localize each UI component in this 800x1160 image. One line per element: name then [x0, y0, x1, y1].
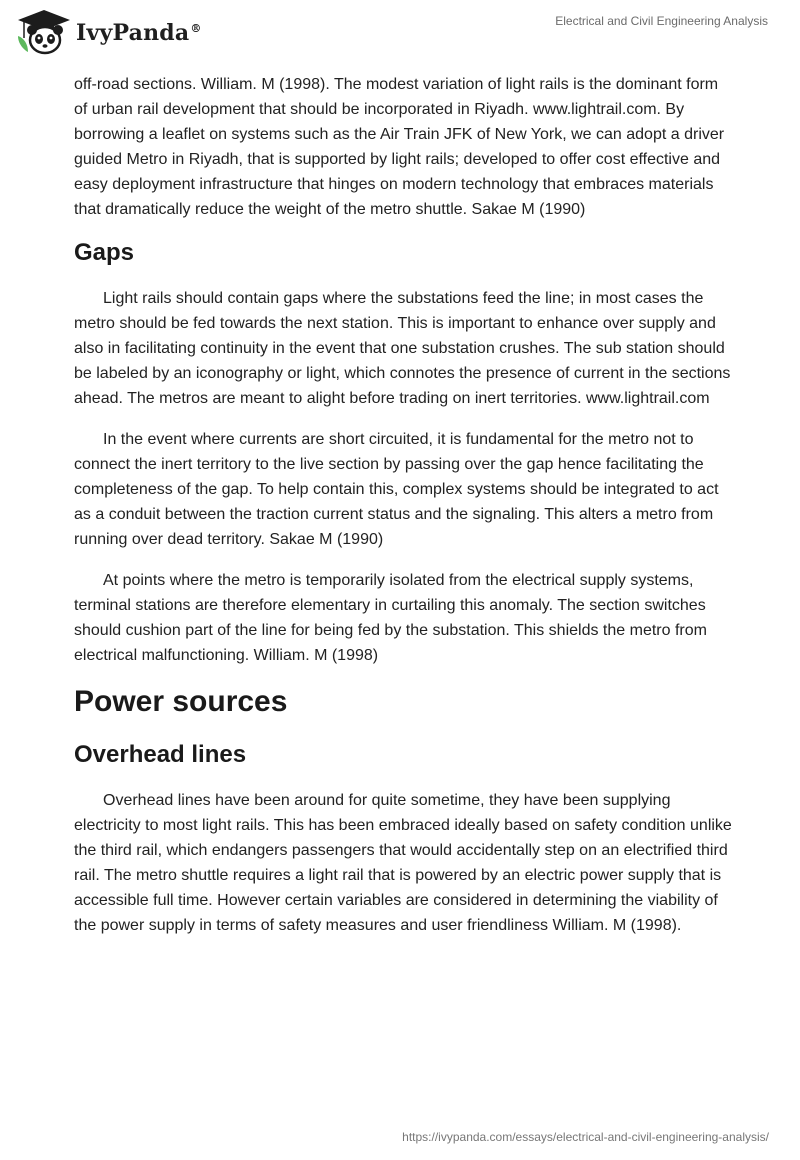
intro-paragraph: off-road sections. William. M (1998). The modest variation of light rails is the dominant form of urban rail development that should be incorporated in Riyadh. www.lightrail.com. By borrowing a leaflet on systems such as the Air Train JFK of New York, we can adopt a driver guided Metro in Riyadh, that is supported by light rails; developed to offer cost effective and easy deployment infrastructure that hinges on modern technology that embraces materials that dramatically reduce the weight of the metro shuttle. Sakae M (1990) [74, 76, 725, 218]
panda-graduation-cap-icon [14, 8, 74, 56]
document-title: Electrical and Civil Engineering Analysis [555, 14, 768, 28]
overhead-lines-heading: Overhead lines [74, 741, 247, 768]
page-header [0, 0, 800, 70]
gaps-paragraph-3: At points where the metro is temporarily isolated from the electrical supply systems, terminal stations are therefore elementary in curtailing this anomaly. The section switches should cushion part of the line for being fed by the substation. This shields the metro from electrical malfunctioning. William. M (1998) [74, 572, 707, 664]
overhead-lines-paragraph: Overhead lines have been around for quite sometime, they have been supplying electricity to most light rails. This has been embraced ideally based on safety condition unlike the third rail, which endangers passengers that would accidentally step on an electrified third rail. The metro shuttle requires a light rail that is powered by an electric power supply that is accessible full time. However certain variables are considered in determining the viability of the power supply in terms of safety measures and user friendliness William. M (1998). [74, 792, 732, 934]
article-body [74, 72, 734, 954]
logo-text: IvyPanda® [76, 20, 202, 46]
gaps-heading: Gaps [74, 239, 135, 266]
source-url-link[interactable]: https://ivypanda.com/essays/electrical-and-civil-engineering-analysis/ [402, 1130, 769, 1144]
power-sources-heading: Power sources [74, 685, 288, 718]
logo-link[interactable] [14, 8, 202, 56]
gaps-paragraph-1: Light rails should contain gaps where the substations feed the line; in most cases the metro should be fed towards the next station. This is important to enhance over supply and also in facilitating continuity in the event that one substation crushes. The sub station should be labeled by an iconography or light, which connotes the presence of current in the sections ahead. The metros are meant to alight before trading on inert territories. www.lightrail.com [74, 290, 731, 407]
gaps-paragraph-2: In the event where currents are short circuited, it is fundamental for the metro not to connect the inert territory to the live section by passing over the gap hence facilitating the completeness of the gap. To help contain this, complex systems should be integrated to act as a conduit between the traction current status and the signaling. This alters a metro from running over dead territory. Sakae M (1990) [74, 431, 719, 548]
